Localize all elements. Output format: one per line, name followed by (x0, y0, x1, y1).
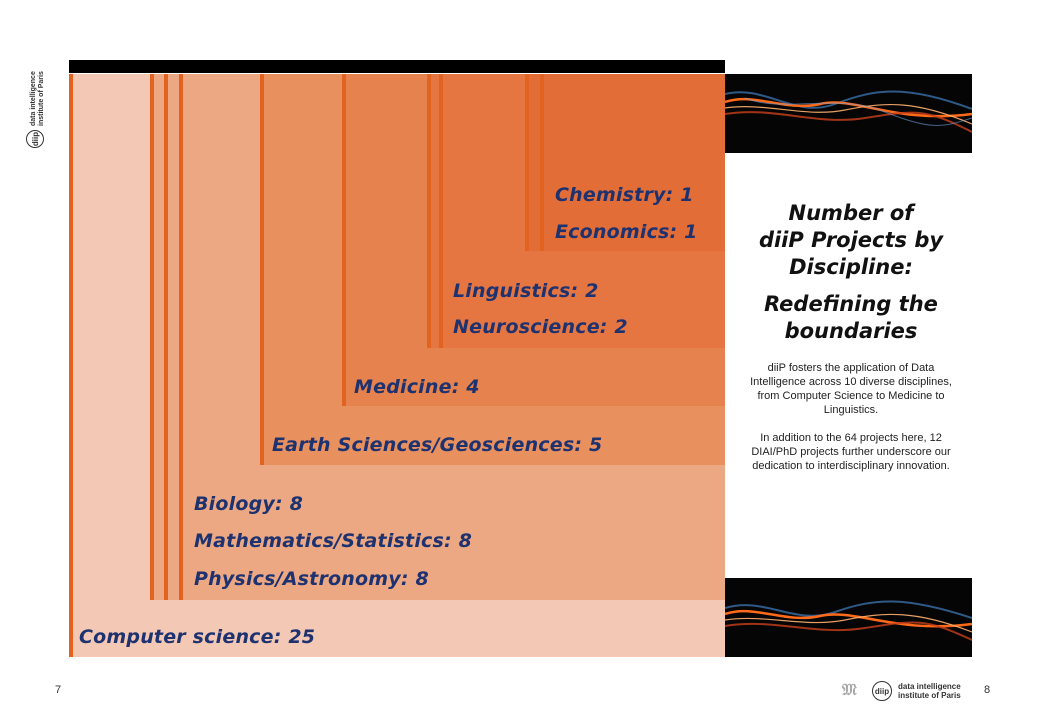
label-computer-science: Computer science: 25 (79, 626, 316, 648)
label-chemistry: Chemistry: 1 (555, 184, 694, 206)
label-biology: Biology: 8 (194, 493, 304, 515)
footer-logo-text: data intelligence institute of Paris (898, 682, 961, 700)
bar-edge-physics-astronomy (150, 74, 154, 600)
label-mathematics-statistics: Mathematics/Statistics: 8 (194, 530, 473, 552)
footer-logo (838, 678, 968, 704)
sidebar-subtitle: Redefining the boundaries (764, 292, 938, 343)
bar-edge-economics (525, 74, 529, 251)
sidebar-title: Number of diiP Projects by Discipline: (758, 201, 944, 279)
label-neuroscience: Neuroscience: 2 (453, 316, 628, 338)
logo-text-vertical: data intelligence institute of Paris (30, 71, 45, 126)
university-logo-icon: 𝔐 (842, 680, 857, 699)
bar-edge-chemistry (540, 74, 544, 251)
bar-edge-linguistics (439, 74, 443, 348)
sidebar (742, 200, 960, 473)
bar-edge-mathematics-statistics (164, 74, 168, 600)
diip-logo-icon: diip (872, 681, 892, 701)
label-medicine: Medicine: 4 (354, 376, 480, 398)
label-earth-sciences-geosciences: Earth Sciences/Geosciences: 5 (272, 434, 603, 456)
bar-edge-medicine (342, 74, 346, 406)
label-economics: Economics: 1 (555, 221, 698, 243)
label-physics-astronomy: Physics/Astronomy: 8 (194, 568, 429, 590)
page-number-right: 8 (984, 684, 991, 696)
label-linguistics: Linguistics: 2 (453, 280, 599, 302)
page-number-left: 7 (55, 684, 62, 696)
bar-edge-biology (179, 74, 183, 600)
sidebar-paragraph-2: In addition to the 64 projects here, 12 DIAI/PhD projects further underscore our dedication to interdisciplinary innovation. (751, 432, 951, 472)
sidebar-paragraph-1: diiP fosters the application of Data Intelligence across 10 diverse disciplines, from Computer Science to Medicine to Linguistics. (750, 362, 952, 416)
diip-logo-icon: diip (26, 130, 44, 148)
bar-edge-computer-science (69, 74, 73, 657)
bar-edge-neuroscience (427, 74, 431, 348)
bar-edge-earth-sciences-geosciences (260, 74, 264, 465)
